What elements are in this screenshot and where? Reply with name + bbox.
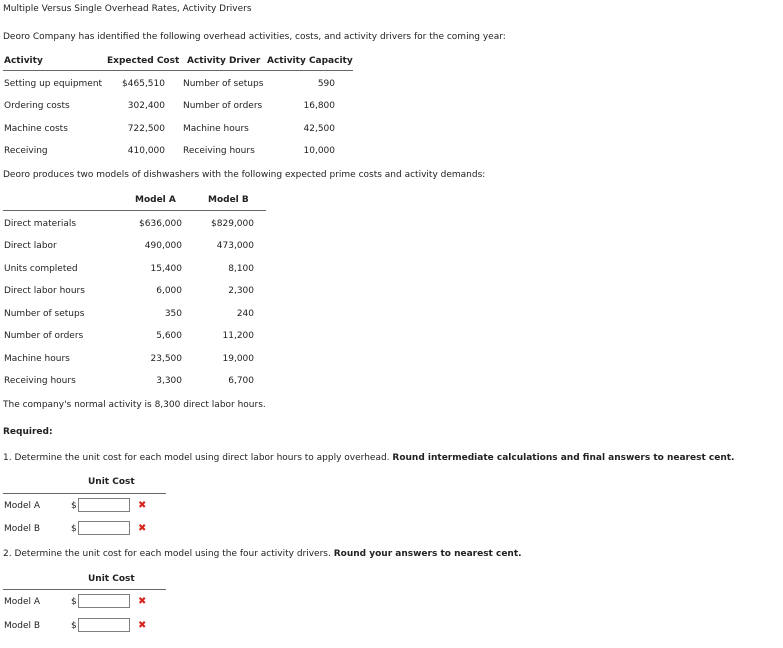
activity-capacity: 16,800 — [303, 101, 335, 111]
model-a-value: 3,300 — [156, 376, 182, 386]
header-model-a: Model A — [135, 195, 176, 205]
activity-name: Ordering costs — [4, 101, 70, 111]
header-expected-cost: Expected Cost — [107, 56, 180, 66]
model-b-value: 8,100 — [228, 264, 254, 274]
activity-cost: 302,400 — [127, 101, 165, 111]
activity-capacity: 10,000 — [303, 146, 335, 156]
header-activity-driver: Activity Driver — [187, 56, 261, 66]
q1-unit-cost-header: Unit Cost — [88, 477, 135, 487]
model-a-value: 23,500 — [150, 354, 182, 364]
q2-instruction: 2. Determine the unit cost for each model using the four activity drivers. — [3, 549, 331, 559]
normal-activity-text: The company's normal activity is 8,300 direct labor hours. — [3, 400, 266, 410]
q2-unit-cost-header: Unit Cost — [88, 574, 135, 584]
q2-model-b-incorrect-icon: ✖ — [138, 620, 147, 631]
activity-cost: 722,500 — [127, 124, 165, 134]
model-a-value: 6,000 — [156, 286, 182, 296]
activity-cost: $465,510 — [122, 79, 165, 89]
q2-header-rule — [3, 589, 166, 590]
model-row-label: Units completed — [4, 264, 78, 274]
model-b-value: $829,000 — [211, 219, 254, 229]
model-a-value: 350 — [164, 309, 182, 319]
intro-text: Deoro Company has identified the following overhead activities, costs, and activity drivers for the coming year: — [3, 32, 506, 42]
q2-model-b-label: Model B — [4, 621, 41, 631]
header-rule — [3, 70, 353, 71]
model-b-value: 19,000 — [222, 354, 254, 364]
model-row-label: Machine hours — [4, 354, 70, 364]
q1-model-b-label: Model B — [4, 524, 41, 534]
q1-model-a-currency: $ — [71, 501, 77, 511]
activity-capacity: 590 — [317, 79, 335, 89]
header-activity: Activity — [4, 56, 43, 66]
q1-text — [3, 453, 734, 463]
q1-emphasis: Round intermediate calculations and final answers to nearest cent. — [392, 453, 735, 463]
model-a-value: $636,000 — [139, 219, 182, 229]
model-b-value: 6,700 — [228, 376, 254, 386]
model-row-label: Number of setups — [4, 309, 85, 319]
model-row-label: Direct labor hours — [4, 286, 85, 296]
q2-model-b-input[interactable] — [78, 618, 130, 632]
model-a-value: 5,600 — [156, 331, 182, 341]
page-title: Multiple Versus Single Overhead Rates, Activity Drivers — [3, 4, 252, 14]
models-intro: Deoro produces two models of dishwashers with the following expected prime costs and activity demands: — [3, 170, 486, 180]
activity-name: Setting up equipment — [4, 79, 103, 89]
q2-emphasis: Round your answers to nearest cent. — [333, 549, 522, 559]
model-a-value: 15,400 — [150, 264, 182, 274]
q1-model-b-input[interactable] — [78, 521, 130, 535]
q1-instruction: 1. Determine the unit cost for each model using direct labor hours to apply overhead. — [3, 453, 390, 463]
model-a-value: 490,000 — [144, 241, 182, 251]
activity-driver: Machine hours — [183, 124, 249, 134]
q1-model-a-input[interactable] — [78, 498, 130, 512]
activity-driver: Receiving hours — [183, 146, 255, 156]
model-b-value: 11,200 — [222, 331, 254, 341]
header-activity-capacity: Activity Capacity — [267, 56, 353, 66]
activity-driver: Number of setups — [183, 79, 264, 89]
q1-model-b-currency: $ — [71, 524, 77, 534]
model-row-label: Direct labor — [4, 241, 57, 251]
required-label: Required: — [3, 427, 53, 437]
q2-text — [3, 549, 522, 559]
q1-model-a-incorrect-icon: ✖ — [138, 500, 147, 511]
models-header-rule — [3, 210, 266, 211]
q1-model-b-incorrect-icon: ✖ — [138, 523, 147, 534]
q2-model-a-currency: $ — [71, 597, 77, 607]
model-b-value: 473,000 — [216, 241, 254, 251]
model-row-label: Receiving hours — [4, 376, 76, 386]
header-model-b: Model B — [208, 195, 249, 205]
q2-model-a-input[interactable] — [78, 594, 130, 608]
activity-capacity: 42,500 — [303, 124, 335, 134]
q1-header-rule — [3, 493, 166, 494]
model-b-value: 2,300 — [228, 286, 254, 296]
q2-model-a-incorrect-icon: ✖ — [138, 596, 147, 607]
activity-cost: 410,000 — [127, 146, 165, 156]
activity-driver: Number of orders — [183, 101, 263, 111]
activity-name: Receiving — [4, 146, 48, 156]
activity-name: Machine costs — [4, 124, 68, 134]
q2-model-b-currency: $ — [71, 621, 77, 631]
q1-model-a-label: Model A — [4, 501, 41, 511]
q2-model-a-label: Model A — [4, 597, 41, 607]
model-b-value: 240 — [236, 309, 254, 319]
model-row-label: Number of orders — [4, 331, 84, 341]
model-row-label: Direct materials — [4, 219, 77, 229]
